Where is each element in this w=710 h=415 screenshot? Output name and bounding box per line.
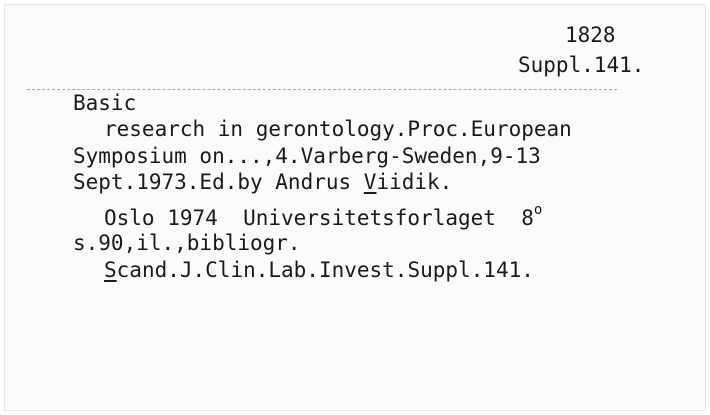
series-number: Suppl.141. <box>518 53 645 77</box>
collation-line: s.90,il.,bibliogr. <box>73 231 301 255</box>
catalog-card <box>4 4 706 411</box>
title-line-2: Symposium on...,4.Varberg-Sweden,9-13 <box>73 144 541 168</box>
editor-initial: V <box>363 170 377 194</box>
series-initial: S <box>104 258 117 282</box>
heading-word: Basic <box>73 91 137 115</box>
format-degree: o <box>533 202 543 218</box>
title-line-3 <box>73 172 452 193</box>
title-line-1: research in gerontology.Proc.European <box>104 117 572 141</box>
series-text: cand.J.Clin.Lab.Invest.Suppl.141. <box>116 258 534 282</box>
imprint-text: Oslo 1974 Universitetsforlaget 8 <box>104 206 534 230</box>
call-number: 1828 <box>565 23 616 47</box>
imprint-line <box>104 202 543 230</box>
title-line-3-text: Sept.1973.Ed.by Andrus <box>73 170 364 194</box>
title-line-3-end: iidik. <box>376 170 453 194</box>
series-line <box>104 260 534 281</box>
